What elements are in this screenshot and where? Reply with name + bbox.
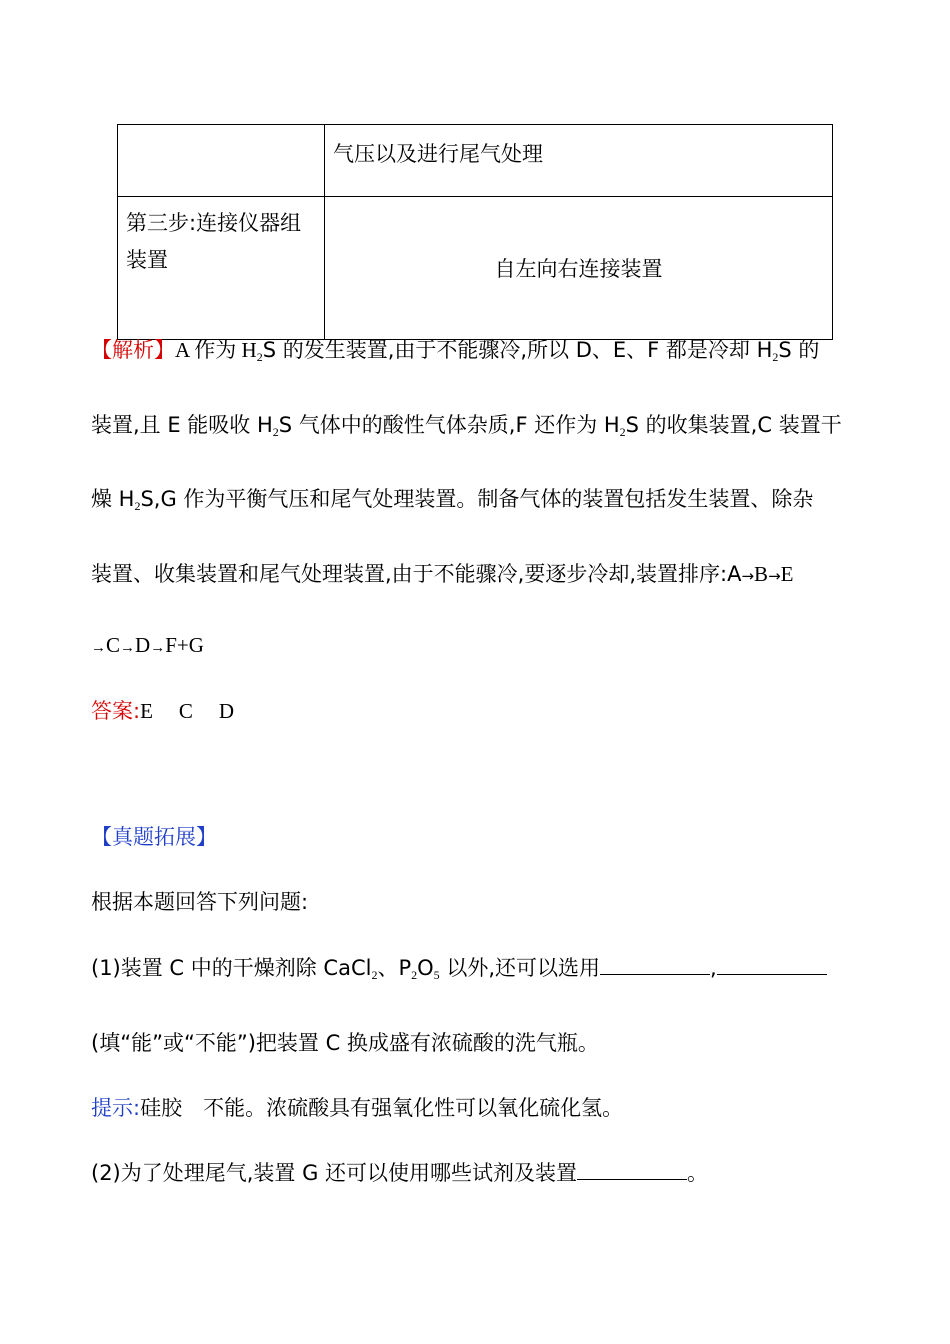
table-cell-step bbox=[118, 197, 325, 340]
answer-blank[interactable] bbox=[577, 1161, 687, 1180]
answer-value: D bbox=[218, 699, 235, 723]
hint-text: 硅胶 不能。浓硫酸具有强氧化性可以氧化硫化氢。 bbox=[140, 1096, 624, 1120]
question-1: (1)装置 C 中的干燥剂除 CaCl$_2$、$P_2O_5$ 以外,还可以选用 , bbox=[91, 952, 827, 982]
arrow-icon: → bbox=[120, 640, 136, 656]
answer-blank[interactable] bbox=[600, 956, 710, 975]
answer-blank[interactable] bbox=[717, 956, 827, 975]
answer-value: C bbox=[178, 699, 193, 723]
answer-value: E bbox=[140, 699, 153, 723]
table-cell-purpose: 自左向右连接装置 bbox=[325, 197, 833, 340]
arrow-icon: → bbox=[768, 567, 781, 585]
hint-label: 提示: bbox=[91, 1096, 141, 1120]
analysis-line-1: 【解析】A 作为 $H_2S$ 的发生装置,由于不能骤冷,所以 D、E、F 都是冷却 $H_2S$ 的 bbox=[91, 338, 820, 364]
analysis-line-2: 装置,且 E 能吸收 $H_2S$ 气体中的酸性气体杂质,F 还作为 $H_2S$ 的收集装置,C 装置干 bbox=[91, 413, 842, 439]
arrow-icon: → bbox=[741, 567, 755, 585]
analysis-line-4: 装置、收集装置和尾气处理装置,由于不能骤冷,要逐步冷却,装置排序:A→B→E bbox=[91, 562, 794, 586]
analysis-line-5: →C→D→F+G bbox=[91, 633, 204, 657]
question-2: (2)为了处理尾气,装置 G 还可以使用哪些试剂及装置 。 bbox=[91, 1161, 709, 1185]
answer-label: 答案: bbox=[91, 699, 141, 723]
arrow-icon: → bbox=[91, 640, 106, 656]
analysis-tag: 【解析】 bbox=[91, 338, 175, 362]
hint-line bbox=[91, 1092, 623, 1122]
step-label-cont: 装置 bbox=[126, 248, 168, 272]
extension-title: 【真题拓展】 bbox=[91, 825, 217, 849]
extension-intro: 根据本题回答下列问题: bbox=[91, 890, 309, 914]
step-label: 第三步:连接仪器组 bbox=[126, 211, 302, 235]
table-cell-step bbox=[118, 125, 325, 197]
table-row bbox=[118, 197, 833, 340]
answer-line bbox=[91, 695, 234, 725]
setup-table bbox=[117, 124, 833, 340]
arrow-icon: → bbox=[150, 640, 166, 656]
table-row bbox=[118, 125, 833, 197]
table-cell-purpose: 气压以及进行尾气处理 bbox=[325, 125, 833, 197]
question-1-cont: (填“能”或“不能”)把装置 C 换成盛有浓硫酸的洗气瓶。 bbox=[91, 1031, 599, 1055]
analysis-line-3: 燥 $H_2S,G$ 作为平衡气压和尾气处理装置。制备气体的装置包括发生装置、除杂 bbox=[91, 487, 814, 513]
